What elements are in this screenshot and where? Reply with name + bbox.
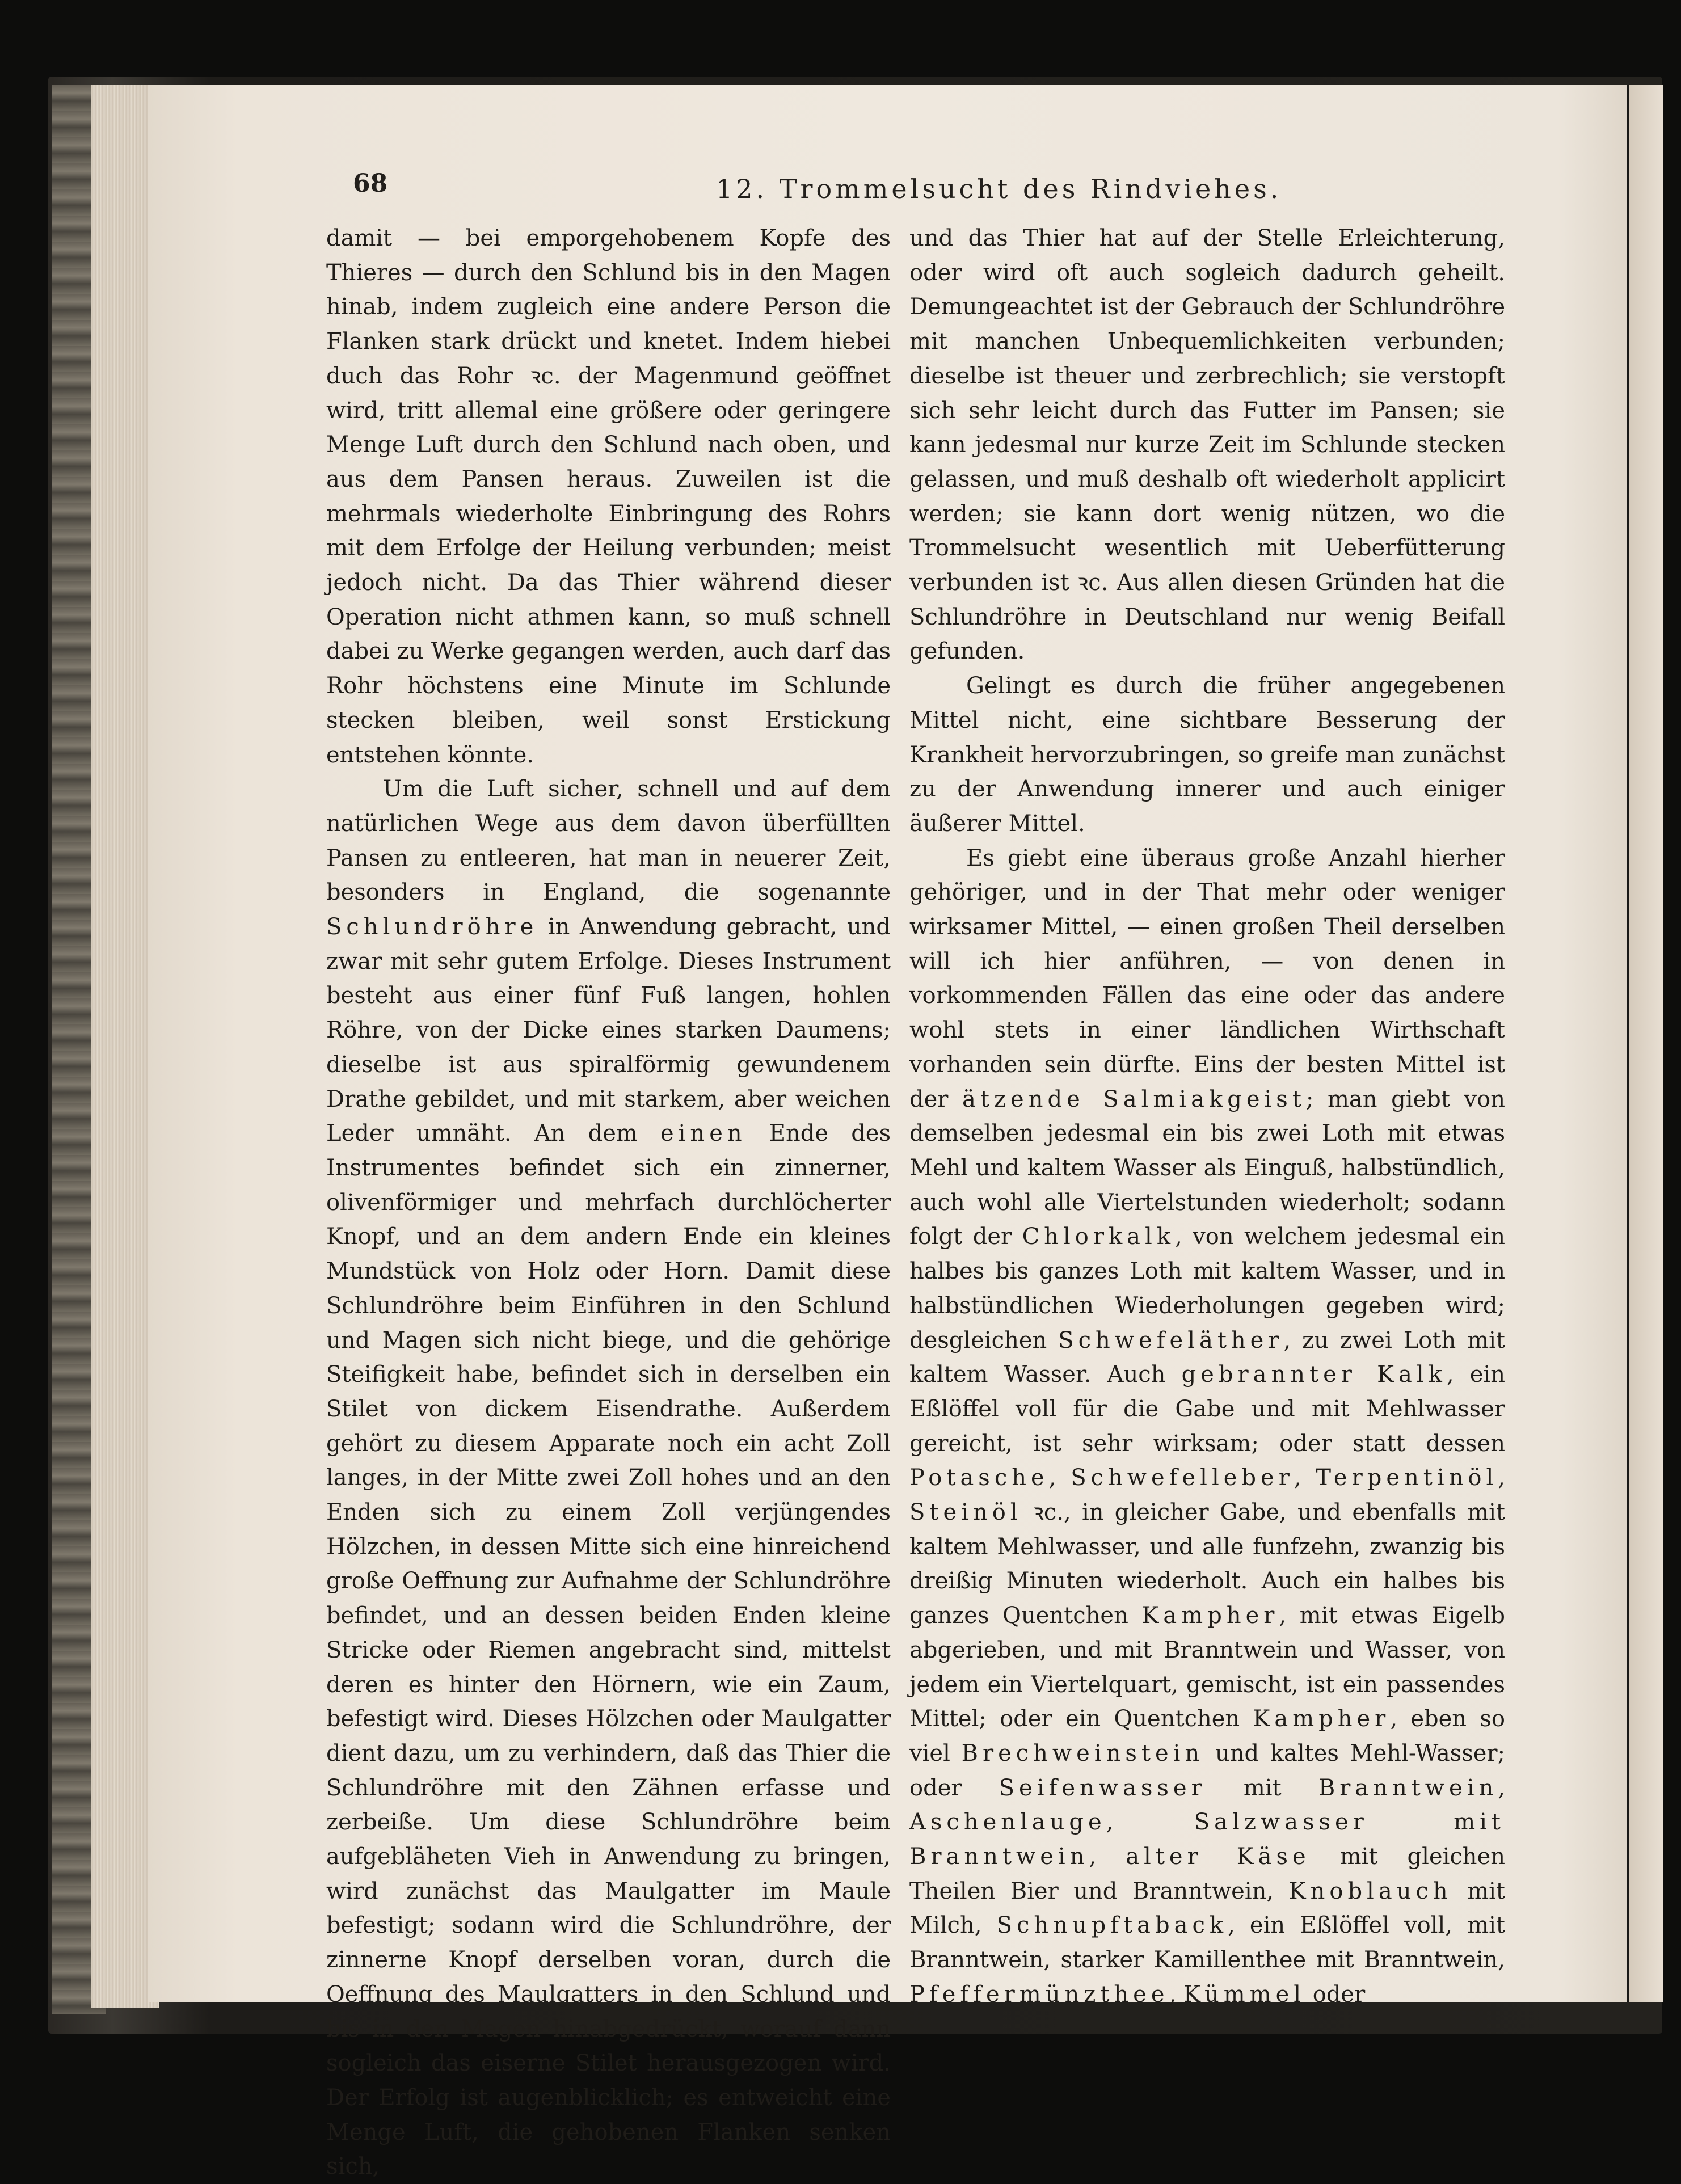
spaced-term: Kümmel xyxy=(1183,1981,1306,2008)
paragraph-text: , ein Eßlöffel voll, mit Branntwein, starker Kamillenthee mit Branntwein, xyxy=(909,1912,1505,1974)
paragraph-text: mit Milch, xyxy=(909,1878,1506,1939)
paragraph xyxy=(326,221,891,772)
spaced-term: Pfeffermünzthee xyxy=(909,1981,1169,2008)
paragraph-text: und das Thier hat auf der Stelle Erleichterung, oder wird oft auch sogleich dadurch geheilt. Demungeachtet ist der Gebrauch der Schlundröhre mit manchen Unbequemlichkeiten verbunden; dieselbe ist theuer und zerbrechlich; sie verstopft sich sehr leicht durch das Futter im Pansen; sie kann jedesmal nur kurze Zeit im Schlunde stecken gelassen, und muß deshalb oft wiederholt applicirt werden; sie kann dort wenig nützen, wo die Trommelsucht wesentlich mit Ueberfütterung verbunden ist ꝛc. Aus allen diesen Gründen hat die Schlundröhre in Deutschland nur wenig Beifall gefunden. xyxy=(909,225,1505,665)
spaced-term: Aschenlauge xyxy=(909,1809,1106,1836)
paragraph-text: , xyxy=(1106,1809,1194,1836)
spaced-term: Knoblauch xyxy=(1288,1878,1452,1904)
spaced-term: Brechweinstein xyxy=(961,1740,1204,1766)
right-column xyxy=(909,221,1506,2008)
spaced-term: Steinöl xyxy=(909,1499,1022,1526)
paragraph-text: Gelingt es durch die früher angegebenen Mittel nicht, eine sichtbare Besserung der Krankheit hervorzubringen, so greife man zunächst zu der Anwendung innerer und auch einiger äußerer Mittel. xyxy=(909,673,1505,837)
paragraph-text: in Anwendung gebracht, und zwar mit sehr gutem Erfolge. Dieses Instrument besteht aus einer fünf Fuß langen, hohlen Röhre, von der Dicke eines starken Daumens; dieselbe ist aus spiralförmig gewundenem Drathe gebildet, und mit starkem, aber weichen Leder umnäht. An dem xyxy=(326,914,891,1147)
paragraph xyxy=(326,772,891,2184)
spaced-term: einen xyxy=(660,1120,747,1147)
paragraph-text: , xyxy=(1048,1465,1071,1491)
paragraph-text: , xyxy=(1169,1981,1183,2008)
paragraph xyxy=(909,669,1505,841)
paragraph-text: oder xyxy=(1305,1981,1366,2008)
spaced-term: alter Käse xyxy=(1126,1844,1311,1870)
paragraph-text: damit — bei emporgehobenem Kopfe des Thieres — durch den Schlund bis in den Magen hinab, indem zugleich eine andere Person die Flanken stark drückt und knetet. Indem hiebei duch das Rohr ꝛc. der Magenmund geöffnet wird, tritt allemal eine größere oder geringere Menge Luft durch den Schlund nach oben, und aus dem Pansen heraus. Zuweilen ist die mehrmals wiederholte Einbringung des Rohrs mit dem Erfolge der Heilung verbunden; meist jedoch nicht. Da das Thier während dieser Operation nicht athmen kann, so muß schnell dabei zu Werke gegangen werden, auch darf das Rohr höchstens eine Minute im Schlunde stecken bleiben, weil sonst Erstickung entstehen könnte. xyxy=(326,225,891,768)
spaced-term: Chlorkalk xyxy=(1022,1224,1176,1250)
running-title: 12. Trommelsucht des Rindviehes. xyxy=(716,174,1282,204)
spaced-term: Kampher xyxy=(1141,1603,1279,1629)
spaced-term: Schwefelleber xyxy=(1071,1465,1294,1491)
paragraph-text: , xyxy=(1089,1844,1126,1870)
paragraph xyxy=(909,841,1505,2012)
spaced-term: Salzwasser mit Branntwein xyxy=(909,1809,1505,1870)
spaced-term: ätzende Salmiakgeist xyxy=(962,1086,1306,1112)
spaced-term: Schnupftaback xyxy=(996,1912,1228,1939)
paragraph-text: Ende des Instrumentes befindet sich ein zinnerner, olivenförmiger und mehrfach durchlöcherter Knopf, und an dem andern Ende ein kleines Mundstück von Holz oder Horn. Damit diese Schlundröhre beim Einführen in den Schlund und Magen sich nicht biege, und die gehörige Steifigkeit habe, befindet sich in derselben ein Stilet von dickem Eisendrathe. Außerdem gehört zu diesem Apparate noch ein acht Zoll langes, in der Mitte zwei Zoll hohes und an den Enden sich zu einem Zoll verjüngendes Hölzchen, in dessen Mitte sich eine hinreichend große Oeffnung zur Aufnahme der Schlundröhre befindet, und an dessen beiden Enden kleine Stricke oder Riemen angebracht sind, mittelst deren es hinter den Hörnern, wie ein Zaum, befestigt wird. Dieses Hölzchen oder Maulgatter dient dazu, um zu verhindern, daß das Thier die Schlundröhre mit den Zähnen erfasse und zerbeiße. Um diese Schlundröhre beim aufgebläheten Vieh in Anwendung zu bringen, wird zunächst das Maulgatter im Maule befestigt; sodann wird die Schlundröhre, der zinnerne Knopf derselben voran, durch die Oeffnung des Maulgatters in den Schlund und bis in den Magen hinabgedrückt, worauf dann sogleich das eiserne Stilet herausgezogen wird. Der Erfolg ist augenblicklich; es entweicht eine Menge Luft, die gehobenen Flanken senken sich, xyxy=(326,1120,891,2180)
paragraph-text: , eben so viel xyxy=(909,1706,1505,1766)
paragraph-text: und kaltes Mehl-Wasser; oder xyxy=(909,1740,1505,1801)
paragraph-text: , von welchem jedesmal ein halbes bis ganzes Loth mit kaltem Wasser, und in halbstündlichen Wiederholungen gegeben wird; desgleichen xyxy=(909,1224,1505,1354)
running-head xyxy=(353,169,1282,214)
paragraph-text: , mit etwas Eigelb abgerieben, und mit Branntwein und Wasser, von jedem ein Viertelquart, gemischt, ist ein passendes Mittel; oder ein Quentchen xyxy=(909,1603,1506,1732)
paragraph-text: mit gleichen Theilen Bier und Branntwein, xyxy=(909,1844,1505,1904)
paragraph-text: mit xyxy=(1206,1774,1318,1801)
paragraph-text: , xyxy=(1498,1774,1505,1801)
paragraph-text: Es giebt eine überaus große Anzahl hierher gehöriger, und in der That mehr oder weniger wirksamer Mittel, — einen großen Theil derselben will ich hier anführen, — von denen in vorkommenden Fällen das eine oder das andere wohl stets in einer ländlichen Wirthschaft vorhanden sein dürfte. Eins der besten Mittel ist der xyxy=(909,845,1505,1112)
spaced-term: Seifenwasser xyxy=(999,1774,1207,1801)
paragraph xyxy=(909,221,1505,669)
spaced-term: Branntwein xyxy=(1318,1774,1498,1801)
paragraph-text: , xyxy=(1498,1465,1505,1491)
facing-page-edge xyxy=(1627,85,1663,2002)
spaced-term: Terpentinöl xyxy=(1316,1465,1498,1491)
paragraph-text: ꝛc., in gleicher Gabe, und ebenfalls mit kaltem Mehlwasser, und alle funfzehn, zwanzig bis dreißig Minuten wiederholt. Auch ein halbes bis ganzes Quentchen xyxy=(909,1499,1505,1629)
spaced-term: Schlundröhre xyxy=(326,914,538,941)
spaced-term: Schwefeläther xyxy=(1058,1327,1284,1354)
paragraph-text: , xyxy=(1294,1465,1316,1491)
spaced-term: gebrannter Kalk xyxy=(1181,1361,1447,1388)
paragraph-text: , zu zwei Loth mit kaltem Wasser. Auch xyxy=(909,1327,1505,1388)
spaced-term: Potasche xyxy=(909,1465,1049,1491)
spaced-term: Kampher xyxy=(1253,1706,1391,1732)
left-column xyxy=(326,221,891,2180)
paragraph-text: ; man giebt von demselben jedesmal ein bis zwei Loth mit etwas Mehl und kaltem Wasser als Einguß, halbstündlich, auch wohl alle Viertelstunden wiederholt; sodann folgt der xyxy=(909,1086,1505,1250)
paragraph-text: Um die Luft sicher, schnell und auf dem natürlichen Wege aus dem davon überfüllten Pansen zu entleeren, hat man in neuerer Zeit, besonders in England, die sogenannte xyxy=(326,776,891,906)
paragraph-text: , ein Eßlöffel voll für die Gabe und mit Mehlwasser gereicht, ist sehr wirksam; oder statt dessen xyxy=(909,1361,1506,1457)
page-number: 68 xyxy=(353,169,388,198)
